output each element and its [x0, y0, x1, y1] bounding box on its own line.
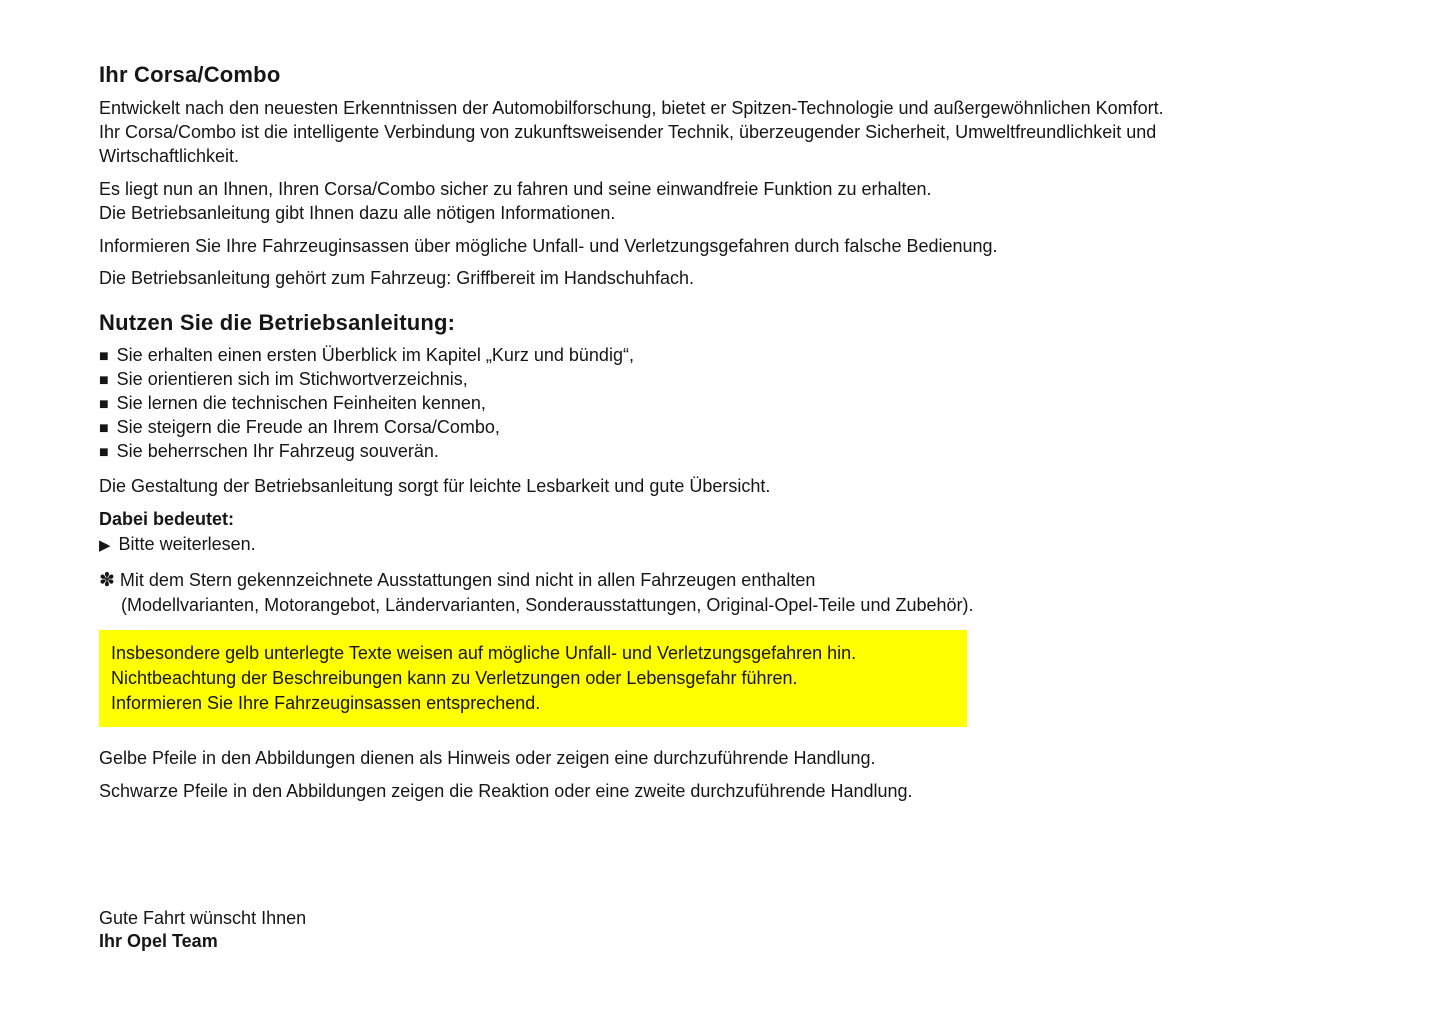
- intro-paragraph-3: [99, 234, 1405, 258]
- paragraph-line: Die Gestaltung der Betriebsanleitung sorgt für leichte Lesbarkeit und gute Übersicht.: [99, 476, 771, 496]
- legend-star-note: [99, 568, 1405, 617]
- warning-line: Informieren Sie Ihre Fahrzeuginsassen entsprechend.: [111, 693, 541, 713]
- page-title: Ihr Corsa/Combo: [99, 62, 281, 87]
- square-bullet-icon: ■: [99, 372, 109, 389]
- intro-paragraph-1: [99, 96, 1405, 168]
- paragraph-line: Schwarze Pfeile in den Abbildungen zeigen die Reaktion oder eine zweite durchzuführende Handlung.: [99, 781, 913, 801]
- list-item-text: Sie steigern die Freude an Ihrem Corsa/Combo,: [116, 417, 500, 437]
- legend-star-text-continued: (Modellvarianten, Motorangebot, Ländervarianten, Sonderausstattungen, Original-Opel-Teile und Zubehör).: [121, 595, 974, 615]
- list-item: [99, 416, 1405, 440]
- closing-team-name: Ihr Opel Team: [99, 931, 218, 951]
- paragraph-line: Die Betriebsanleitung gibt Ihnen dazu alle nötigen Informationen.: [99, 203, 616, 223]
- warning-line: Nichtbeachtung der Beschreibungen kann zu Verletzungen oder Lebensgefahr führen.: [111, 668, 798, 688]
- list-item: [99, 368, 1405, 392]
- paragraph-line: Entwickelt nach den neuesten Erkenntnissen der Automobilforschung, bietet er Spitzen-Technologie und außergewöhnlichen Komfort.: [99, 98, 1164, 118]
- square-bullet-icon: ■: [99, 396, 109, 413]
- legend-arrow-text: Bitte weiterlesen.: [118, 534, 256, 554]
- list-item: [99, 392, 1405, 416]
- list-item: [99, 344, 1405, 368]
- usage-bullet-list: [99, 344, 1405, 464]
- black-arrows-info: [99, 779, 1405, 803]
- square-bullet-icon: ■: [99, 444, 109, 461]
- legend-arrow-row: [99, 532, 1405, 558]
- warning-line: Insbesondere gelb unterlegte Texte weisen auf mögliche Unfall- und Verletzungsgefahren hin.: [111, 643, 857, 663]
- intro-paragraph-2: [99, 177, 1405, 225]
- list-item-text: Sie orientieren sich im Stichwortverzeichnis,: [116, 369, 468, 389]
- paragraph-line: Es liegt nun an Ihnen, Ihren Corsa/Combo sicher zu fahren und seine einwandfreie Funktion zu erhalten.: [99, 179, 932, 199]
- yellow-warning-box: [99, 630, 967, 727]
- list-item-text: Sie beherrschen Ihr Fahrzeug souverän.: [116, 441, 439, 461]
- section-heading-usage: Nutzen Sie die Betriebsanleitung:: [99, 310, 456, 335]
- legend-star-row: [99, 568, 1405, 593]
- paragraph-line: Die Betriebsanleitung gehört zum Fahrzeug: Griffbereit im Handschuhfach.: [99, 268, 694, 288]
- square-bullet-icon: ■: [99, 348, 109, 365]
- yellow-arrows-info: [99, 746, 1405, 770]
- list-item-text: Sie lernen die technischen Feinheiten kennen,: [116, 393, 486, 413]
- asterisk-star-icon: ✽: [99, 570, 115, 591]
- square-bullet-icon: ■: [99, 420, 109, 437]
- closing-line: Gute Fahrt wünscht Ihnen: [99, 908, 307, 928]
- list-item-text: Sie erhalten einen ersten Überblick im Kapitel „Kurz und bündig“,: [116, 345, 634, 365]
- legend-heading: Dabei bedeutet:: [99, 509, 235, 529]
- right-triangle-icon: ▶: [99, 537, 111, 554]
- paragraph-line: Wirtschaftlichkeit.: [99, 146, 240, 166]
- paragraph-line: Informieren Sie Ihre Fahrzeuginsassen über mögliche Unfall- und Verletzungsgefahren durch falsche Bedienung.: [99, 236, 998, 256]
- list-item: [99, 440, 1405, 464]
- paragraph-line: Ihr Corsa/Combo ist die intelligente Verbindung von zukunftsweisender Technik, überzeugender Sicherheit, Umweltfreundlichkeit und: [99, 122, 1157, 142]
- usage-note: [99, 474, 1405, 498]
- intro-paragraph-4: [99, 266, 1405, 290]
- paragraph-line: Gelbe Pfeile in den Abbildungen dienen als Hinweis oder zeigen eine durchzuführende Handlung.: [99, 748, 876, 768]
- closing-signature: [99, 907, 1405, 953]
- legend-star-text: Mit dem Stern gekennzeichnete Ausstattungen sind nicht in allen Fahrzeugen enthalten: [119, 570, 816, 590]
